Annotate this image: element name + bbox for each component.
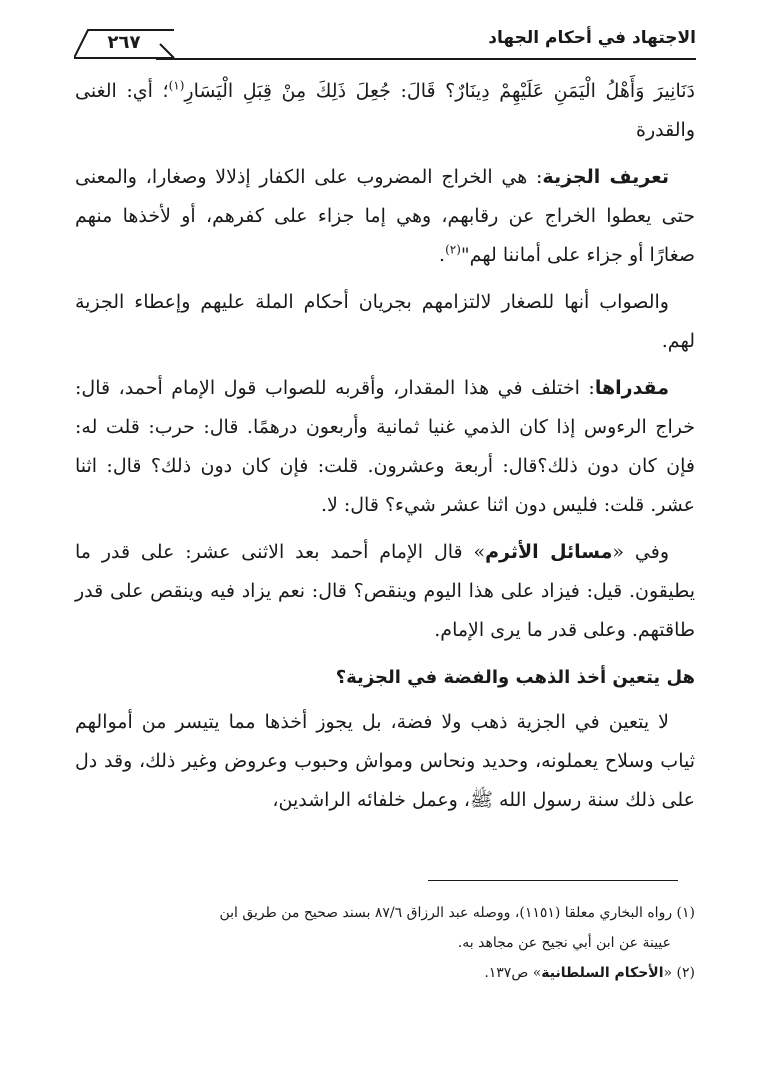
- athram-open: وفي «: [612, 541, 670, 563]
- paragraph-gold-silver: [75, 703, 695, 820]
- amount-text: : اختلف في هذا المقدار، وأقربه للصواب قول الإمام أحمد، قال: خراج الرءوس إذا كان الذمي غنيا ثمانية وأربعون درهمًا. قال: حرب: قلت له: فإن كان دون ذلك؟قال: أربعة وعشرون. قلت: فإن كان دون ذلك؟ قال: اثنا عشر. قلت: فليس دون اثنا عشر شيء؟ قال: لا.: [75, 377, 695, 516]
- footnote-2-tail: » ص١٣٧.: [484, 965, 542, 981]
- footnote-separator: [428, 880, 678, 881]
- definition-tail: .: [439, 244, 446, 266]
- main-text: [75, 72, 695, 828]
- footnote-2-open: (٢) «: [663, 965, 695, 981]
- book-title: الاجتهاد في أحكام الجهاد: [488, 28, 696, 48]
- definition-text: : هي الخراج المضروب على الكفار إذلالا وصغارا، والمعنى حتى يعطوا الخراج عن رقابهم، وهي إما جزاء على كفرهم، أو لأخذها منهم صغارًا أو جزاء على أماننا لهم": [75, 166, 695, 266]
- section-heading: هل يتعين أخذ الذهب والفضة في الجزية؟: [335, 667, 695, 688]
- term-jizya-definition: تعريف الجزية: [542, 166, 669, 188]
- page-number: ٢٦٧: [107, 32, 141, 53]
- paragraph-amount: [75, 369, 695, 525]
- footnote-1-line-2: عيينة عن ابن أبي نجيح عن مجاهد به.: [457, 935, 671, 951]
- book-ahkam-sultaniya: الأحكام السلطانية: [541, 965, 664, 981]
- paragraph-definition: [75, 158, 695, 275]
- footnote-1-line-1: (١) رواه البخاري معلقا (١١٥١)، ووصله عبد الرزاق ٨٧/٦ بسند صحيح من طريق ابن: [219, 905, 695, 921]
- athram-text: » قال الإمام أحمد بعد الاثنى عشر: على قدر ما يطيقون. قيل: فيزاد على هذا اليوم وينقص؟ قال: نعم يزاد فيه وينقص على قدر طاقتهم. وعلى قدر ما يرى الإمام.: [75, 541, 695, 641]
- header-rule: [156, 58, 696, 60]
- paragraph-correct-view: [75, 283, 695, 361]
- gold-silver-text: لا يتعين في الجزية ذهب ولا فضة، بل يجوز أخذها مما يتيسر من أموالهم ثياب وسلاح يعملونه، وحديد ونحاس ومواش وحبوب وعروض وغير ذلك، وقد دل على ذلك سنة رسول الله ﷺ، وعمل خلفائه الراشدين،: [75, 711, 695, 811]
- footnote-ref-1[interactable]: (١): [168, 78, 185, 93]
- paragraph-hadith: [75, 72, 695, 150]
- term-amount: مقدراها: [594, 377, 669, 399]
- footnotes: [75, 898, 695, 988]
- paragraph-athram: [75, 533, 695, 650]
- footnote-ref-2[interactable]: (٢): [445, 242, 461, 257]
- book-masail-athram: مسائل الأثرم: [485, 541, 613, 563]
- correct-view-text: والصواب أنها للصغار لالتزامهم بجريان أحكام الملة عليهم وإعطاء الجزية لهم.: [75, 291, 695, 352]
- footnote-2: [75, 958, 695, 988]
- footnote-1: [75, 898, 695, 958]
- page-number-frame: [74, 26, 178, 66]
- hadith-text: دَنَانِيرَ وَأَهْلُ الْيَمَنِ عَلَيْهِمْ دِينَارٌ؟ قَالَ: جُعِلَ ذَلِكَ مِنْ قِبَلِ الْيَسَارِ: [184, 80, 696, 102]
- hadith-tail: ؛ أي: الغنى والقدرة: [75, 80, 695, 141]
- running-header: [76, 18, 696, 58]
